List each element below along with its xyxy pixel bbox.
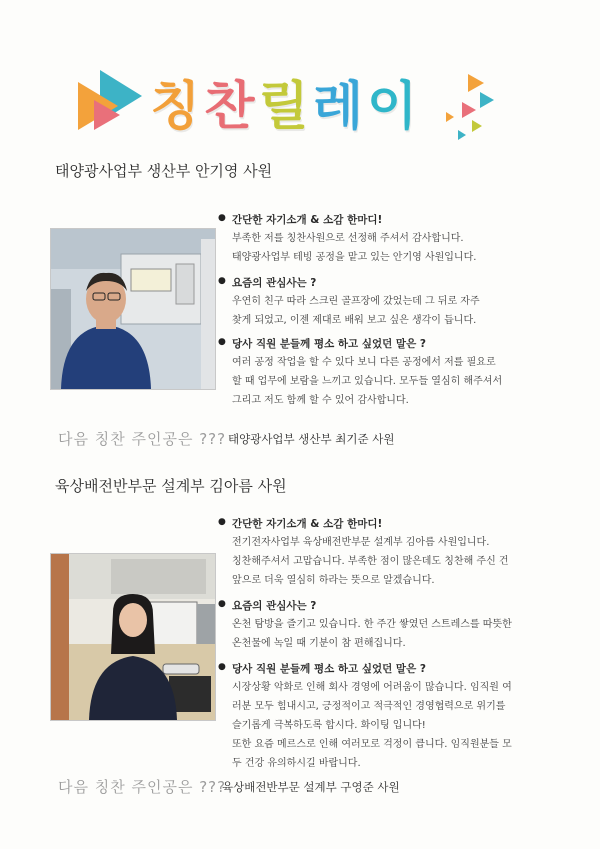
text-line: 온천 탐방을 즐기고 있습니다. 한 주간 쌓였던 스트레스를 따뜻한 <box>232 619 512 630</box>
employee-photo-woman-icon <box>50 553 216 721</box>
section1-q1-body <box>232 229 572 267</box>
text-line: 러분 모두 힘내시고, 긍정적이고 적극적인 경영협력으로 위기를 <box>232 701 506 712</box>
section2-heading: 육상배전반부문 설계부 김아름 사원 <box>55 477 287 495</box>
title-char-5: 이 <box>366 77 422 137</box>
section1-q3-body <box>232 353 572 410</box>
text-line: 우연히 친구 따라 스크린 골프장에 갔었는데 그 뒤로 자주 <box>232 296 480 307</box>
text-line: 칭찬해주셔서 고맙습니다. 부족한 점이 많은데도 칭찬해 주신 건 <box>232 556 509 567</box>
section1-q2-body <box>232 292 572 330</box>
text-line: 또한 요즘 메르스로 인해 여러모로 걱정이 큽니다. 임직원분들 모 <box>232 739 512 750</box>
text-line: 여러 공정 작업을 할 수 있다 보니 다른 공정에서 저를 필요로 <box>232 357 496 368</box>
section2-q2-title: ● 요즘의 관심사는 ? <box>232 598 577 613</box>
section1-next-name: 태양광사업부 생산부 최기준 사원 <box>228 432 395 446</box>
section2-q3-body <box>232 678 577 773</box>
section2-next-name: 육상배전반부문 설계부 구영준 사원 <box>222 780 400 794</box>
title-char-4: 레 <box>312 77 367 137</box>
employee-photo-man-icon <box>50 228 216 390</box>
section2-next-label: 다음 칭찬 주인공은 ??? <box>58 778 227 796</box>
section1-q2-title: ● 요즘의 관심사는 ? <box>232 275 572 290</box>
title-char-1: 칭 <box>150 77 205 137</box>
text-line: 태양광사업부 테빙 공정을 맡고 있는 안기영 사원입니다. <box>232 252 477 263</box>
text-line: 시장상황 악화로 인해 회사 경영에 어려움이 많습니다. 임직원 여 <box>232 682 512 693</box>
section1-q3-title: ● 당사 직원 분들께 평소 하고 싶었던 말은 ? <box>232 336 572 351</box>
page-title <box>150 64 421 139</box>
text-line: 앞으로 더욱 열심히 하라는 뜻으로 알겠습니다. <box>232 575 435 586</box>
title-char-2: 찬 <box>204 77 259 137</box>
section1-q1-title: ● 간단한 자기소개 & 소감 한마디! <box>232 212 572 227</box>
text-line: 그리고 저도 함께 할 수 있어 감사합니다. <box>232 395 409 406</box>
text-line: 부족한 저를 칭찬사원으로 선정해 주셔서 감사합니다. <box>232 233 464 244</box>
text-line: 두 건강 유의하시길 바랍니다. <box>232 758 361 769</box>
section2-q2-body <box>232 615 577 653</box>
section1-next-label: 다음 칭찬 주인공은 ??? <box>58 430 227 448</box>
title-char-3: 릴 <box>258 77 313 137</box>
section2-q1-title: ● 간단한 자기소개 & 소감 한마디! <box>232 516 577 531</box>
section1-qa <box>232 212 572 410</box>
section2-qa <box>232 516 577 773</box>
text-line: 온천물에 녹일 때 기분이 참 편해집니다. <box>232 638 406 649</box>
text-line: 전기전자사업부 육상배전반부문 설계부 김아름 사원입니다. <box>232 537 490 548</box>
section2-q1-body <box>232 533 577 590</box>
text-line: 슬기롭게 극복하도록 합시다. 화이팅 입니다! <box>232 720 426 731</box>
text-line: 할 때 업무에 보람을 느끼고 있습니다. 모두들 열심히 해주셔서 <box>232 376 503 387</box>
text-line: 찾게 되었고, 이젠 제대로 배워 보고 싶은 생각이 듭니다. <box>232 315 477 326</box>
section2-q3-title: ● 당사 직원 분들께 평소 하고 싶었던 말은 ? <box>232 661 577 676</box>
section1-heading: 태양광사업부 생산부 안기영 사원 <box>55 162 273 180</box>
